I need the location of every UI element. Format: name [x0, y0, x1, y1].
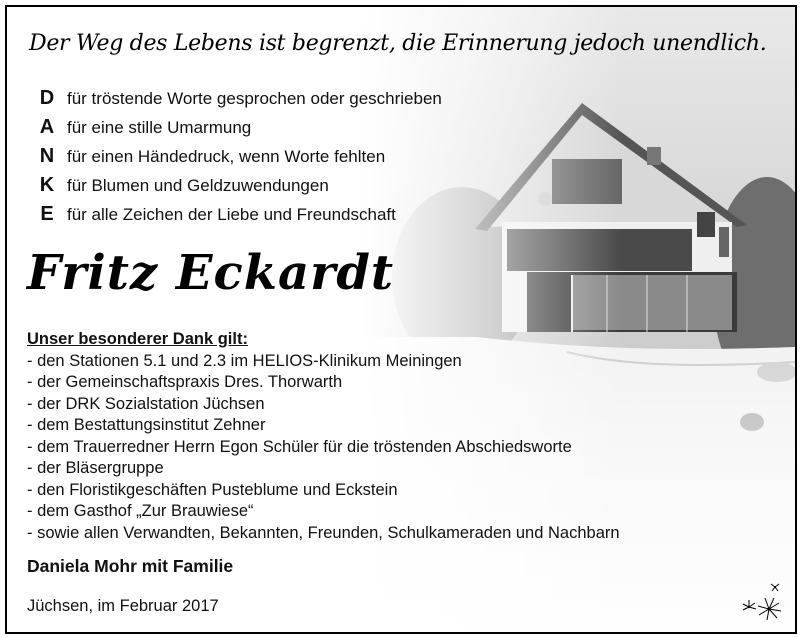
- acrostic-text: für einen Händedruck, wenn Worte fehlten: [67, 147, 386, 166]
- signature: Daniela Mohr mit Familie: [27, 556, 234, 576]
- thanks-item: - den Floristikgeschäften Pusteblume und Eckstein: [27, 480, 398, 499]
- danke-row: [27, 145, 442, 174]
- thanks-item: - dem Gasthof „Zur Brauwiese“: [27, 502, 254, 520]
- dandelion-icon: [735, 579, 787, 623]
- thanks-item: - der Bläsergruppe: [27, 459, 164, 477]
- acrostic-text: für Blumen und Geldzuwendungen: [67, 176, 329, 195]
- motto: Der Weg des Lebens ist begrenzt, die Erinnerung jedoch unendlich.: [29, 31, 767, 56]
- danke-acrostic: [27, 87, 442, 232]
- thanks-item: - sowie allen Verwandten, Bekannten, Freunden, Schulkameraden und Nachbarn: [27, 523, 620, 542]
- acrostic-letter: D: [39, 87, 55, 109]
- thanks-item: - den Stationen 5.1 und 2.3 im HELIOS-Klinikum Meiningen: [27, 351, 462, 370]
- danke-row: [27, 203, 442, 232]
- thanks-item: - dem Bestattungsinstitut Zehner: [27, 416, 266, 434]
- danke-row: [27, 87, 442, 116]
- deceased-name: Fritz Eckardt: [27, 245, 395, 301]
- thanks-item: - dem Trauerredner Herrn Egon Schüler für die tröstenden Abschiedsworte: [27, 437, 572, 456]
- acrostic-letter: A: [39, 116, 55, 138]
- acrostic-text: für eine stille Umarmung: [67, 118, 252, 137]
- acrostic-letter: K: [39, 174, 55, 196]
- danke-row: [27, 116, 442, 145]
- thanks-item: - der DRK Sozialstation Jüchsen: [27, 394, 265, 413]
- acrostic-letter: N: [39, 145, 55, 167]
- acrostic-text: für alle Zeichen der Liebe und Freundschaft: [67, 205, 396, 224]
- obituary-notice: [5, 5, 797, 634]
- thanks-item: - der Gemeinschaftspraxis Dres. Thorwarth: [27, 373, 343, 391]
- special-thanks-heading: Unser besonderer Dank gilt:: [27, 330, 248, 348]
- acrostic-letter: E: [40, 203, 54, 225]
- danke-row: [27, 174, 442, 203]
- place-date: Jüchsen, im Februar 2017: [27, 597, 219, 615]
- acrostic-text: für tröstende Worte gesprochen oder geschrieben: [67, 89, 442, 108]
- special-thanks: [27, 329, 620, 544]
